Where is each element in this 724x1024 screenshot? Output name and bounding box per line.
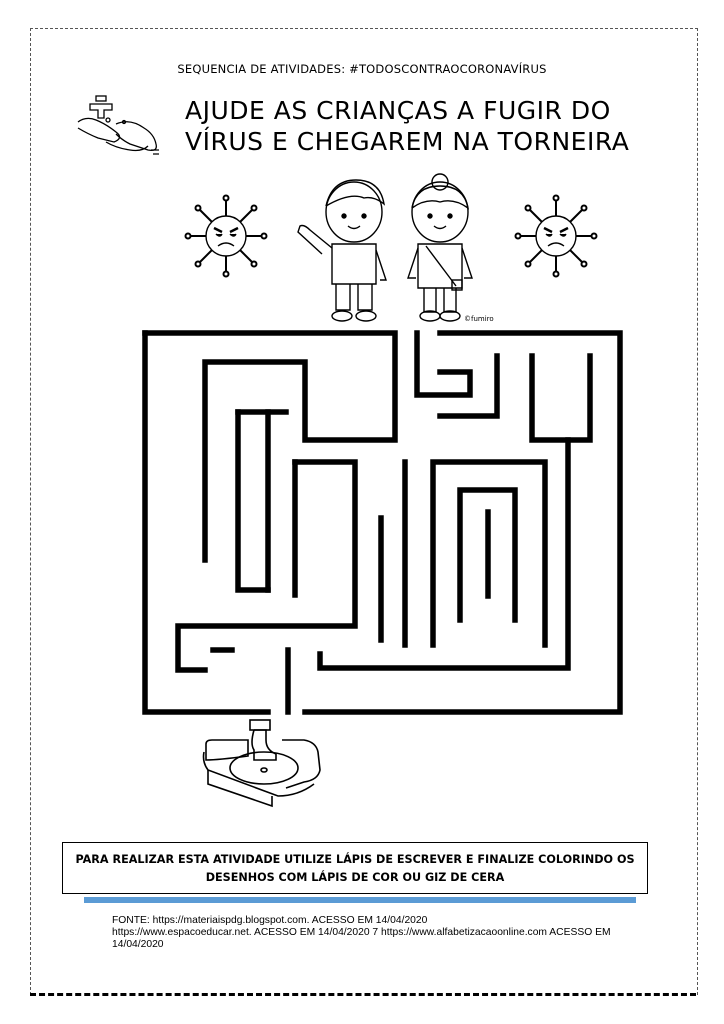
sources-line-1: FONTE: https://materiaispdg.blogspot.com. ACESSO EM 14/04/2020: [112, 915, 428, 926]
illustration-credit: ©fumiro: [464, 315, 494, 323]
title-line-1: AJUDE AS CRIANÇAS A FUGIR DO: [185, 96, 611, 125]
sink-icon: [198, 718, 328, 808]
instruction-line-2: DESENHOS COM LÁPIS DE COR OU GIZ DE CERA: [205, 871, 505, 884]
sources: [112, 915, 632, 951]
accent-bar: [84, 897, 636, 903]
title-line-2: VÍRUS E CHEGAREM NA TORNEIRA: [185, 127, 630, 156]
sources-line-2: https://www.espacoeducar.net. ACESSO EM 14/04/2020 7 https://www.alfabetizacaoonline.com ACESSO EM 14/04/2020: [112, 927, 611, 950]
sequence-header: SEQUENCIA DE ATIVIDADES: #TODOSCONTRAOCORONAVÍRUS: [177, 62, 547, 76]
instruction-box: [62, 842, 648, 894]
instruction-line-1: PARA REALIZAR ESTA ATIVIDADE UTILIZE LÁPIS DE ESCREVER E FINALIZE COLORINDO OS: [75, 853, 635, 866]
